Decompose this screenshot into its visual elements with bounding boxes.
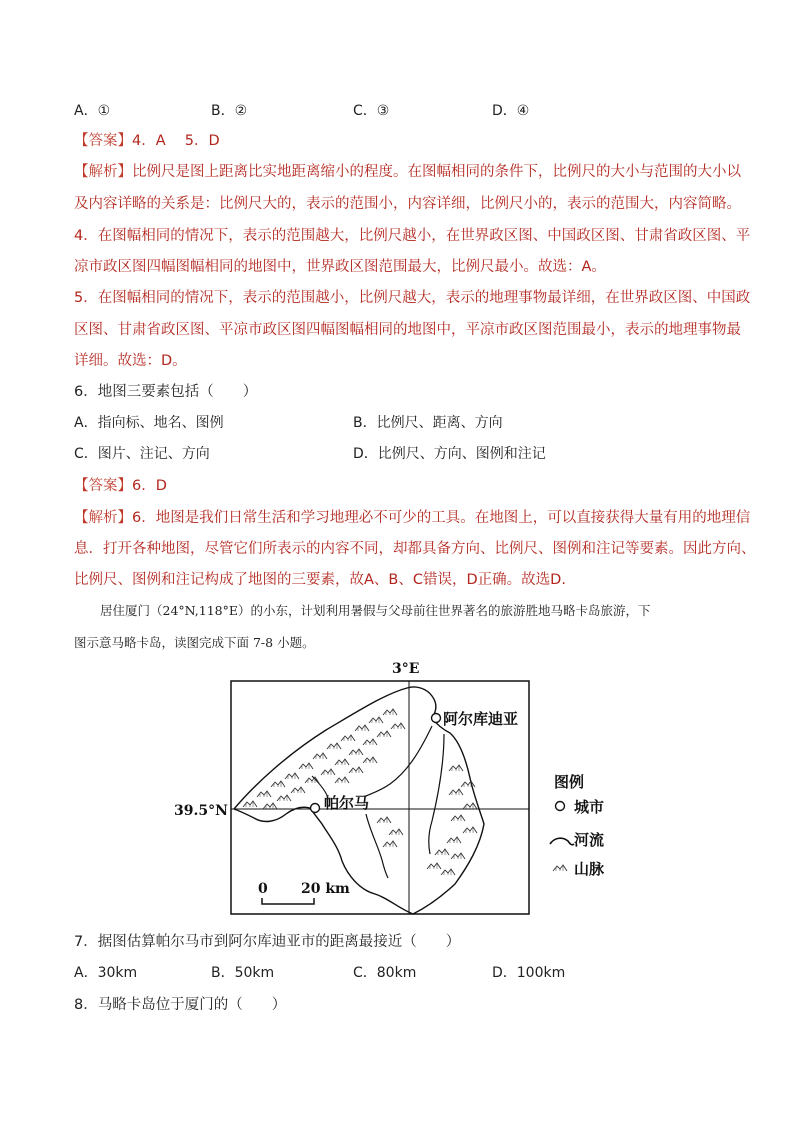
legend-mountain-label: 山脉 xyxy=(574,860,605,878)
river-3 xyxy=(366,814,388,878)
q5-option-d: D．④ xyxy=(492,103,530,119)
q5-option-b: B．② xyxy=(211,103,248,119)
analysis-45-line4: 凉市政区图四幅图幅相同的地图中，世界政区图范围最大，比例尺最小。故选：A。 xyxy=(74,259,606,275)
legend-mountain-icon xyxy=(553,865,567,871)
q7-option-b: B．50km xyxy=(211,965,275,981)
city-marker-palma xyxy=(311,804,320,813)
answer-6 xyxy=(74,475,167,497)
legend-river-label: 河流 xyxy=(574,831,605,849)
q6-option-b: B．比例尺、距离、方向 xyxy=(353,415,503,431)
answer-45 xyxy=(74,130,220,152)
answer-text: 6．D xyxy=(132,478,167,494)
intro-line2: 图示意马略卡岛，读图完成下面 7-8 小题。 xyxy=(74,635,315,650)
analysis-6-line2: 息．打开各种地图，尽管它们所表示的内容不同，却都具备方向、比例尺、图例和注记等要素。因此方向、 xyxy=(74,541,756,557)
city-label-alcudia: 阿尔库迪亚 xyxy=(443,710,519,728)
scale-bar xyxy=(262,898,314,904)
answer-tag: 【答案】 xyxy=(74,478,132,494)
latitude-label: 39.5°N xyxy=(174,803,228,819)
q6-option-c: C．图片、注记、方向 xyxy=(74,446,210,462)
analysis-6-line1 xyxy=(74,507,750,529)
q5-option-c: C．③ xyxy=(353,103,390,119)
legend-title: 图例 xyxy=(554,773,585,791)
analysis-45-line3: 4．在图幅相同的情况下，表示的范围越大，比例尺越小，在世界政区图、中国政区图、甘肃省政区图、平 xyxy=(74,228,751,244)
analysis-45-line7: 详细。故选：D。 xyxy=(74,353,187,369)
q7-stem: 7．据图估算帕尔马市到阿尔库迪亚市的距离最接近（ ） xyxy=(74,934,461,950)
analysis-text: 比例尺是图上距离比实地距离缩小的程度。在图幅相同的条件下，比例尺的大小与范围的大小以 xyxy=(132,164,741,180)
analysis-45-line1 xyxy=(74,161,741,183)
legend-city-label: 城市 xyxy=(574,798,605,816)
q8-stem: 8．马略卡岛位于厦门的（ ） xyxy=(74,997,287,1013)
q7-option-d: D．100km xyxy=(492,965,566,981)
legend-city-icon xyxy=(556,802,565,811)
mallorca-map xyxy=(170,656,630,918)
analysis-text: 6．地图是我们日常生活和学习地理必不可少的工具。在地图上，可以直接获得大量有用的地理信 xyxy=(132,510,751,526)
longitude-label: 3°E xyxy=(392,661,420,677)
river-2 xyxy=(429,734,444,854)
answer-tag: 【答案】 xyxy=(74,133,132,149)
legend-river-icon xyxy=(550,838,574,845)
analysis-6-line3: 比例尺、图例和注记构成了地图的三要素，故A、B、C错误，D正确。故选D. xyxy=(74,572,566,588)
analysis-45-line2: 及内容详略的关系是：比例尺大的，表示的范围小，内容详细，比例尺小的，表示的范围大，内容简略。 xyxy=(74,196,741,212)
mountain-range-east xyxy=(427,765,477,875)
q6-option-a: A．指向标、地名、图例 xyxy=(74,415,224,431)
intro-line1: 居住厦门（24°N,118°E）的小东，计划利用暑假与父母前往世界著名的旅游胜地马略卡岛旅游，下 xyxy=(100,603,651,618)
analysis-45-line6: 区图、甘肃省政区图、平凉市政区图四幅图幅相同的地图中，平凉市政区图范围最小，表示的地理事物最 xyxy=(74,322,741,338)
analysis-tag: 【解析】 xyxy=(74,164,132,180)
q7-option-a: A．30km xyxy=(74,965,138,981)
city-label-palma: 帕尔马 xyxy=(324,794,370,812)
city-marker-alcudia xyxy=(432,714,441,723)
analysis-45-line5: 5．在图幅相同的情况下，表示的范围越小，比例尺越大，表示的地理事物最详细，在世界政区图、中国政 xyxy=(74,290,751,306)
scale-zero: 0 xyxy=(258,881,268,897)
q6-option-d: D．比例尺、方向、图例和注记 xyxy=(353,446,546,462)
analysis-tag: 【解析】 xyxy=(74,510,132,526)
q6-stem: 6．地图三要素包括（ ） xyxy=(74,384,258,400)
q7-option-c: C．80km xyxy=(353,965,417,981)
q5-option-a: A．① xyxy=(74,103,111,119)
scale-label: 20 km xyxy=(301,881,350,897)
answer-text: 4．A 5．D xyxy=(132,133,220,149)
mountain-range-south xyxy=(377,817,403,847)
